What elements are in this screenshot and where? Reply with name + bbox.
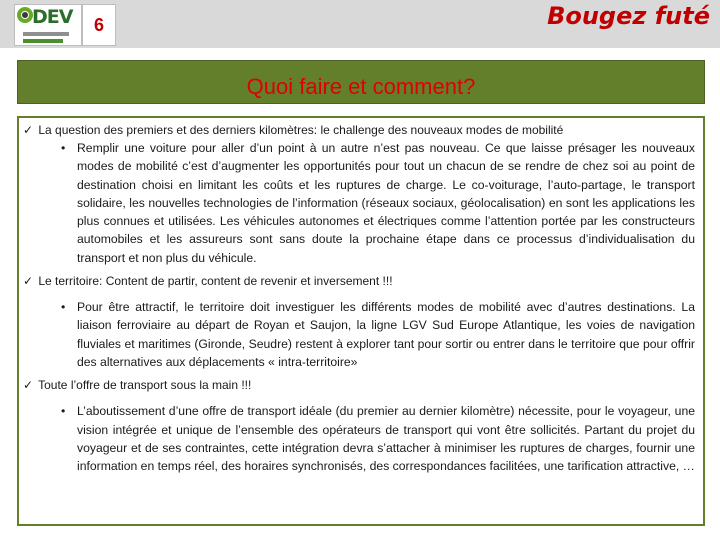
bullet-text: Remplir une voiture pour aller d’un point à un autre n’est pas nouveau. Ce que laisse présager les nouveaux modes de mobilité c’est d’augmenter les opportunités pour tout un chacun de se rendre de chez soi au point de destination choisi en limitant les coûts et les ruptures de charge. Le co-voiturage, l’auto-partage, le transport solidaire, les nouvelles technologies de l’information (réseaux sociaux, géolocalisation) en sont les applications les plus connues et utilisées. Les véhicules autonomes et électriques comme l’attention portée par les constructeurs automobiles et les assureurs sont sans doute la prochaine étape dans ce processus d’individualisation du transport et non plus du véhicule. <box>77 141 695 265</box>
organization-logo <box>14 4 82 46</box>
logo-decoration-line <box>23 32 69 36</box>
section-heading-mobility <box>23 122 695 139</box>
logo-decoration-line <box>23 39 63 43</box>
section-heading-text: Toute l’offre de transport sous la main !!! <box>38 378 252 393</box>
logo-text: DEV <box>32 6 73 28</box>
section-heading-text: Le territoire: Content de partir, content de revenir et inversement !!! <box>38 274 393 289</box>
bullet-text: Pour être attractif, le territoire doit investiguer les différents modes de mobilité avec d’autres destinations. La liaison ferroviaire au départ de Royan et Saujon, la ligne LGV Sud Europe Atlantique, les voies de navigation fluviales et maritimes (Gironde, Seudre) restent à explorer tant pour sortir ou entrer dans le territoire que pour offrir des alternatives aux déplacements « intra-territoire» <box>77 300 695 369</box>
checkmark-icon: ✓ <box>23 123 34 137</box>
section-heading-territory <box>23 273 695 290</box>
checkmark-icon: ✓ <box>23 378 34 393</box>
logo-ring-icon <box>17 7 33 23</box>
bullet-text: L’aboutissement d’une offre de transport idéale (du premier au dernier kilomètre) nécessite, pour le voyageur, une vision intégrée et unique de l’ensemble des opérateurs de transport qui vont être sollicités. Partant du projet du voyageur et de ses contraintes, cette intégration devra s’attacher à minimiser les ruptures de charges, fournir une information en temps réel, des horaires synchronisés, des correspondances facilitées, une tarification attractive, … <box>77 404 695 474</box>
section-heading-text: La question des premiers et des derniers kilomètres: le challenge des nouveaux modes de mobilité <box>38 123 564 137</box>
checkmark-icon: ✓ <box>23 274 34 289</box>
section-heading-transport-offer <box>23 377 695 394</box>
bullet-paragraph <box>61 402 695 475</box>
bullet-icon: • <box>61 300 66 315</box>
slide-title: Bougez futé <box>547 2 710 30</box>
content-box <box>17 116 705 526</box>
bullet-icon: • <box>61 404 66 419</box>
banner-title: Quoi faire et comment? <box>246 74 476 99</box>
section-banner <box>17 60 705 104</box>
page-number: 6 <box>82 4 116 46</box>
header-band <box>0 0 720 48</box>
bullet-icon: • <box>61 141 66 155</box>
bullet-paragraph <box>61 139 695 267</box>
bullet-paragraph <box>61 298 695 371</box>
